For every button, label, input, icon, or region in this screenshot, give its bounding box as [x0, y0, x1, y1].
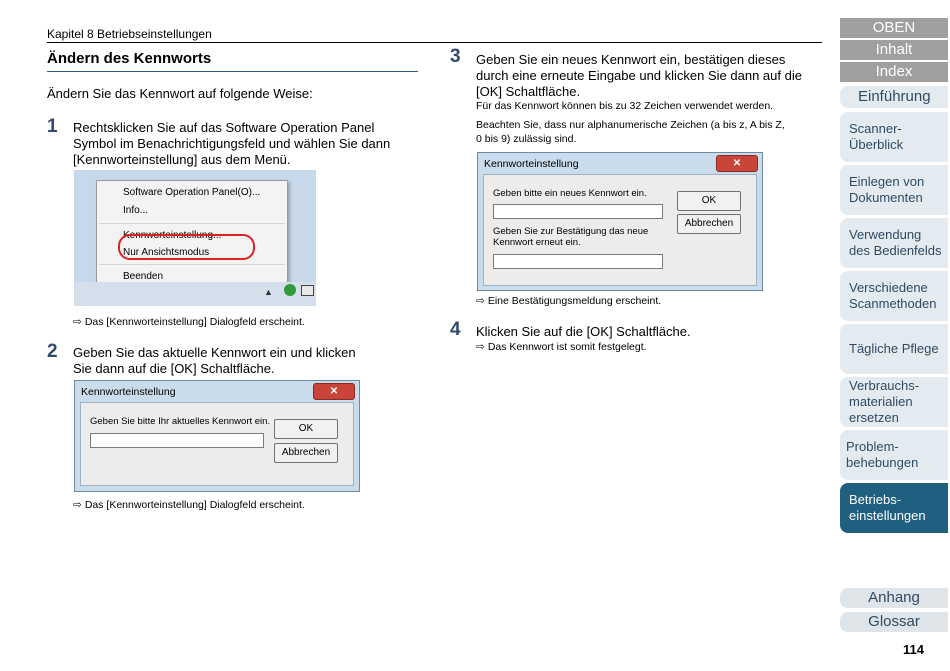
cancel-button[interactable]: Abbrechen: [677, 214, 741, 234]
menu-item-exit[interactable]: Beenden: [123, 271, 164, 282]
context-menu-screenshot: [74, 170, 316, 306]
step-3-line: [OK] Schaltfläche.: [476, 84, 581, 99]
sidebar-item-troubleshooting[interactable]: Problem- behebungen: [840, 430, 948, 480]
step-2-result: ⇨ Das [Kennworteinstellung] Dialogfeld erscheint.: [73, 499, 305, 511]
current-password-label: Geben Sie bitte Ihr aktuelles Kennwort ein.: [90, 416, 271, 427]
new-password-input[interactable]: [493, 204, 663, 219]
step-3-line: Geben Sie ein neues Kennwort ein, bestätigen dieses: [476, 52, 786, 67]
step-4-number: 4: [450, 319, 461, 340]
sidebar-item-introduction[interactable]: Einführung: [840, 86, 948, 108]
dialog-body: [80, 402, 354, 486]
title-underline: [47, 71, 418, 72]
step-2-number: 2: [47, 341, 58, 362]
menu-item-info[interactable]: Info...: [123, 205, 149, 216]
result-arrow-icon: ⇨: [73, 316, 82, 328]
sidebar-item-operator-panel[interactable]: Verwendung des Bedienfelds: [840, 218, 948, 268]
menu-separator: [99, 223, 285, 224]
step-2-text: [73, 345, 356, 377]
dialog-body: [483, 174, 757, 286]
menu-item-password[interactable]: Kennworteinstellung...: [123, 230, 222, 241]
step-3-line: durch eine erneute Eingabe und klicken Sie dann auf die: [476, 68, 802, 83]
taskbar: [74, 282, 316, 306]
confirm-password-input[interactable]: [493, 254, 663, 269]
close-icon[interactable]: ✕: [716, 155, 758, 172]
nav-top-button[interactable]: OBEN: [840, 18, 948, 38]
step-3-text: [476, 52, 802, 100]
step-3-note-1: Für das Kennwort können bis zu 32 Zeichen verwendet werden.: [476, 100, 774, 112]
software-operation-panel-icon[interactable]: [284, 284, 296, 296]
header-rule: [47, 42, 822, 43]
nav-glossary-button[interactable]: Glossar: [840, 612, 948, 632]
step-1-number: 1: [47, 116, 58, 137]
menu-item-sop[interactable]: Software Operation Panel(O)...: [123, 187, 261, 198]
step-2-line: Sie dann auf die [OK] Schaltfläche.: [73, 361, 275, 376]
sidebar-item-daily-care[interactable]: Tägliche Pflege: [840, 324, 948, 374]
page-number: 114: [903, 642, 924, 657]
new-password-label: Geben bitte ein neues Kennwort ein.: [493, 188, 647, 199]
current-password-input[interactable]: [90, 433, 264, 448]
close-icon[interactable]: ✕: [313, 383, 355, 400]
result-arrow-icon: ⇨: [476, 341, 485, 353]
step-1-text: [73, 120, 390, 168]
step-3-result: ⇨ Eine Bestätigungsmeldung erscheint.: [476, 295, 662, 307]
step-2-line: Geben Sie das aktuelle Kennwort ein und klicken: [73, 345, 356, 360]
step-1-line: [Kennworteinstellung] aus dem Menü.: [73, 152, 291, 167]
menu-separator: [99, 264, 285, 265]
dialog-title: Kennworteinstellung: [81, 386, 176, 398]
step-3-number: 3: [450, 46, 461, 67]
step-4-text: Klicken Sie auf die [OK] Schaltfläche.: [476, 324, 691, 339]
tray-chevron-icon[interactable]: ▲: [264, 287, 273, 297]
result-arrow-icon: ⇨: [73, 499, 82, 511]
ok-button[interactable]: OK: [274, 419, 338, 439]
step-1-line: Rechtsklicken Sie auf das Software Operation Panel: [73, 120, 375, 135]
sidebar-item-loading-documents[interactable]: Einlegen von Dokumenten: [840, 165, 948, 215]
cancel-button[interactable]: Abbrechen: [274, 443, 338, 463]
page-title: Ändern des Kennworts: [47, 50, 212, 67]
sidebar-item-scan-methods[interactable]: Verschiedene Scanmethoden: [840, 271, 948, 321]
step-1-result: ⇨ Das [Kennworteinstellung] Dialogfeld erscheint.: [73, 316, 305, 328]
context-menu: [96, 180, 288, 292]
password-dialog-2: [477, 152, 763, 291]
step-1-line: Symbol im Benachrichtigungsfeld und wählen Sie dann: [73, 136, 391, 151]
step-4-result: ⇨ Das Kennwort ist somit festgelegt.: [476, 341, 647, 353]
nav-appendix-button[interactable]: Anhang: [840, 588, 948, 608]
dialog-title: Kennworteinstellung: [484, 158, 579, 170]
ok-button[interactable]: OK: [677, 191, 741, 211]
result-arrow-icon: ⇨: [476, 295, 485, 307]
nav-index-button[interactable]: Index: [840, 62, 948, 82]
nav-contents-button[interactable]: Inhalt: [840, 40, 948, 60]
password-dialog-1: [74, 380, 360, 492]
confirm-password-label: Geben Sie zur Bestätigung das neue Kennwort erneut ein.: [493, 226, 649, 248]
sidebar-item-consumables[interactable]: Verbrauchs- materialien ersetzen: [840, 377, 948, 427]
intro-text: Ändern Sie das Kennwort auf folgende Weise:: [47, 86, 313, 101]
step-3-note-2: Beachten Sie, dass nur alphanumerische Zeichen (a bis z, A bis Z, 0 bis 9) zulässig sind.: [476, 119, 785, 145]
highlight-circle: [118, 234, 255, 260]
network-icon[interactable]: [301, 285, 314, 296]
chapter-header: Kapitel 8 Betriebseinstellungen: [47, 27, 212, 41]
sidebar-item-scanner-overview[interactable]: Scanner- Überblick: [840, 112, 948, 162]
menu-item-view-mode[interactable]: Nur Ansichtsmodus: [123, 247, 210, 258]
sidebar-item-operational-settings[interactable]: Betriebs- einstellungen: [840, 483, 948, 533]
